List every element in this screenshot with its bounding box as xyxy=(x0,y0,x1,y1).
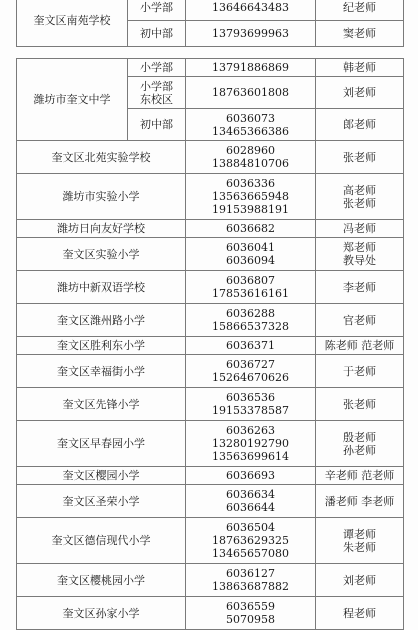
teacher-cell-text: 教导处 xyxy=(343,254,376,267)
school-cell xyxy=(17,421,186,467)
phone-cell xyxy=(186,518,316,564)
table-row xyxy=(17,467,404,485)
teacher-cell-text: 殷老师 xyxy=(343,430,376,444)
school-cell-text: 奎文区先锋小学 xyxy=(62,397,140,411)
phone-cell xyxy=(186,238,316,271)
phone-cell-text: 17853616161 xyxy=(212,287,289,300)
phone-cell xyxy=(186,220,316,238)
department-cell-text: 初中部 xyxy=(140,27,173,40)
teacher-cell-text: 高老师 xyxy=(343,183,376,197)
teacher-cell xyxy=(316,0,404,21)
school-cell-text: 奎文区实验小学 xyxy=(62,247,140,261)
contacts-table-main xyxy=(16,58,404,630)
phone-cell-text: 6036371 xyxy=(226,339,275,352)
phone-cell-text: 6036041 xyxy=(226,241,275,254)
phone-cell-text: 19153988191 xyxy=(212,203,289,216)
teacher-cell-text: 于老师 xyxy=(343,364,376,378)
teacher-cell-text: 官老师 xyxy=(343,313,376,327)
school-cell xyxy=(17,59,128,141)
phone-cell-text: 6036127 xyxy=(226,567,275,580)
teacher-cell xyxy=(316,421,404,467)
phone-cell-text: 6036263 xyxy=(226,424,275,437)
teacher-cell xyxy=(316,220,404,238)
contacts-table-top xyxy=(16,0,404,47)
teacher-cell-text: 韩老师 xyxy=(343,61,376,74)
teacher-cell xyxy=(316,21,404,47)
teacher-cell xyxy=(316,271,404,304)
phone-cell xyxy=(186,467,316,485)
phone-cell-text: 13791886869 xyxy=(212,61,289,74)
phone-cell xyxy=(186,174,316,220)
school-cell xyxy=(17,271,186,304)
teacher-cell xyxy=(316,485,404,518)
school-cell-text: 潍坊市奎文中学 xyxy=(33,93,111,106)
teacher-cell-text: 纪老师 xyxy=(343,1,376,14)
phone-cell xyxy=(186,597,316,630)
phone-cell-text: 6036536 xyxy=(226,391,275,404)
phone-cell-text: 6036682 xyxy=(226,222,275,235)
school-cell xyxy=(17,388,186,421)
teacher-cell xyxy=(316,304,404,337)
phone-cell xyxy=(186,564,316,597)
department-cell-text: 初中部 xyxy=(140,118,173,131)
table-row xyxy=(17,485,404,518)
teacher-cell xyxy=(316,59,404,77)
teacher-cell xyxy=(316,518,404,564)
phone-cell xyxy=(186,337,316,355)
school-cell xyxy=(17,238,186,271)
department-cell xyxy=(128,109,186,141)
school-cell-text: 奎文区樱园小学 xyxy=(62,469,140,482)
phone-cell-text: 13793699963 xyxy=(212,27,289,40)
department-cell xyxy=(128,59,186,77)
department-cell-text: 小学部 xyxy=(140,61,173,74)
teacher-cell xyxy=(316,77,404,109)
teacher-cell xyxy=(316,355,404,388)
phone-cell-text: 6036073 xyxy=(226,111,275,125)
teacher-cell-text: 朱老师 xyxy=(343,540,376,554)
school-cell xyxy=(17,174,186,220)
table-row xyxy=(17,174,404,220)
phone-cell-text: 19153378587 xyxy=(212,404,289,417)
school-cell-text: 奎文区北苑实验学校 xyxy=(51,150,151,164)
teacher-cell xyxy=(316,337,404,355)
school-cell-text: 奎文区早春园小学 xyxy=(57,437,145,450)
teacher-cell-text: 程老师 xyxy=(343,606,376,620)
phone-cell-text: 18763629325 xyxy=(212,534,289,547)
school-cell xyxy=(17,597,186,630)
teacher-cell-text: 郑老师 xyxy=(343,241,376,254)
table-row xyxy=(17,304,404,337)
phone-cell-text: 6036094 xyxy=(226,254,275,267)
teacher-cell xyxy=(316,109,404,141)
school-cell xyxy=(17,337,186,355)
phone-cell-text: 13280192790 xyxy=(212,437,289,450)
phone-cell xyxy=(186,421,316,467)
phone-cell-text: 5070958 xyxy=(226,613,275,626)
table-row xyxy=(17,238,404,271)
department-cell-text: 小学部 xyxy=(140,79,173,93)
teacher-cell-text: 李老师 xyxy=(343,280,376,294)
school-cell-text: 潍坊市实验小学 xyxy=(62,190,140,203)
phone-cell-text: 6036693 xyxy=(226,469,275,482)
school-cell-text: 奎文区南苑学校 xyxy=(33,14,111,27)
teacher-cell-text: 辛老师 范老师 xyxy=(324,469,395,482)
teacher-cell-text: 陈老师 范老师 xyxy=(324,339,395,352)
school-cell xyxy=(17,518,186,564)
phone-cell xyxy=(186,485,316,518)
school-cell-text: 奎文区幸福街小学 xyxy=(57,364,145,378)
phone-cell xyxy=(186,21,316,47)
table-row xyxy=(17,141,404,174)
school-cell-text: 奎文区胜利东小学 xyxy=(57,339,145,352)
phone-cell-text: 6036807 xyxy=(226,274,275,287)
phone-cell-text: 6036634 xyxy=(226,488,275,501)
department-cell-text: 东校区 xyxy=(140,92,173,106)
phone-cell xyxy=(186,355,316,388)
phone-cell-text: 13563699614 xyxy=(212,450,289,463)
table-row xyxy=(17,271,404,304)
phone-cell-text: 13646643483 xyxy=(212,1,289,14)
phone-cell xyxy=(186,77,316,109)
school-cell xyxy=(17,304,186,337)
teacher-cell-text: 窦老师 xyxy=(343,27,376,40)
teacher-cell-text: 张老师 xyxy=(343,150,376,164)
table-row xyxy=(17,421,404,467)
department-cell xyxy=(128,0,186,21)
table-row xyxy=(17,59,404,77)
department-cell-text: 小学部 xyxy=(140,1,173,14)
school-cell xyxy=(17,0,128,47)
teacher-cell-text: 张老师 xyxy=(343,196,376,210)
teacher-cell xyxy=(316,564,404,597)
phone-cell-text: 6028960 xyxy=(226,144,275,157)
teacher-cell xyxy=(316,174,404,220)
phone-cell-text: 13884810706 xyxy=(212,157,289,170)
table-row xyxy=(17,564,404,597)
phone-cell xyxy=(186,0,316,21)
school-cell-text: 奎文区潍州路小学 xyxy=(57,313,145,327)
table-row xyxy=(17,337,404,355)
school-cell xyxy=(17,467,186,485)
teacher-cell-text: 刘老师 xyxy=(343,573,376,587)
table-row xyxy=(17,355,404,388)
teacher-cell-text: 张老师 xyxy=(343,397,376,411)
school-cell xyxy=(17,220,186,238)
teacher-cell-text: 潘老师 李老师 xyxy=(324,494,395,508)
phone-cell-text: 13465657080 xyxy=(212,547,289,560)
teacher-cell xyxy=(316,388,404,421)
department-cell xyxy=(128,77,186,109)
phone-cell-text: 6036727 xyxy=(226,358,275,371)
table-row xyxy=(17,220,404,238)
table-row xyxy=(17,597,404,630)
phone-cell-text: 6036288 xyxy=(226,307,275,320)
phone-cell-text: 13465366386 xyxy=(212,124,289,138)
school-cell-text: 奎文区孙家小学 xyxy=(62,606,140,620)
phone-cell xyxy=(186,141,316,174)
teacher-cell-text: 刘老师 xyxy=(343,86,376,99)
phone-cell xyxy=(186,109,316,141)
teacher-cell xyxy=(316,597,404,630)
teacher-cell xyxy=(316,141,404,174)
teacher-cell-text: 冯老师 xyxy=(343,222,376,235)
phone-cell-text: 6036336 xyxy=(226,177,275,190)
teacher-cell xyxy=(316,467,404,485)
phone-cell-text: 13863687882 xyxy=(212,580,289,593)
teacher-cell-text: 谭老师 xyxy=(343,527,376,541)
phone-cell-text: 6036504 xyxy=(226,521,275,534)
teacher-cell xyxy=(316,238,404,271)
phone-cell xyxy=(186,304,316,337)
table-row xyxy=(17,518,404,564)
phone-cell xyxy=(186,388,316,421)
phone-cell-text: 15866537328 xyxy=(212,320,289,333)
phone-cell xyxy=(186,59,316,77)
school-cell-text: 奎文区圣荣小学 xyxy=(62,494,140,508)
school-cell xyxy=(17,485,186,518)
phone-cell-text: 18763601808 xyxy=(212,86,289,99)
school-cell xyxy=(17,141,186,174)
table-row xyxy=(17,0,404,21)
school-cell-text: 奎文区樱桃园小学 xyxy=(57,573,145,587)
phone-cell-text: 6036559 xyxy=(226,600,275,613)
school-cell-text: 潍坊日向友好学校 xyxy=(57,222,145,235)
table-row xyxy=(17,388,404,421)
teacher-cell-text: 孙老师 xyxy=(343,443,376,457)
department-cell xyxy=(128,21,186,47)
school-cell xyxy=(17,355,186,388)
phone-cell-text: 13563665948 xyxy=(212,190,289,203)
school-cell-text: 潍坊中新双语学校 xyxy=(57,280,145,294)
phone-cell xyxy=(186,271,316,304)
phone-cell-text: 6036644 xyxy=(226,501,275,514)
teacher-cell-text: 郎老师 xyxy=(343,118,376,131)
school-cell-text: 奎文区德信现代小学 xyxy=(51,534,151,547)
phone-cell-text: 15264670626 xyxy=(212,371,289,384)
school-cell xyxy=(17,564,186,597)
